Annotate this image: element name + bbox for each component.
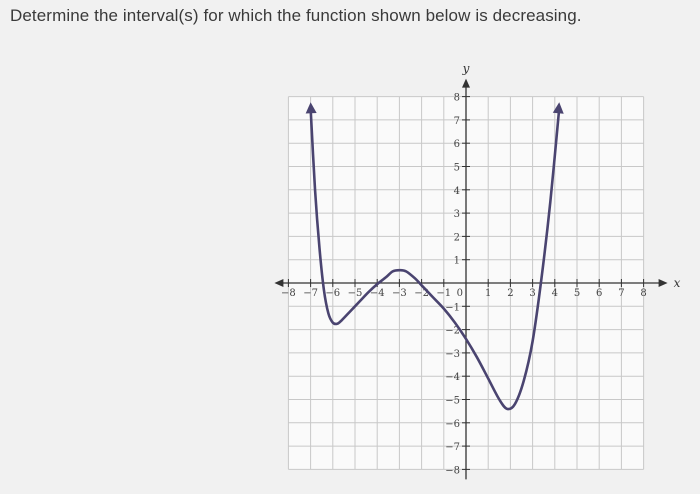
- x-tick-label: 6: [596, 288, 603, 299]
- origin-label: 0: [456, 288, 463, 299]
- y-tick-label: 8: [453, 92, 460, 104]
- y-tick-label: 6: [453, 139, 460, 151]
- y-tick-label: 4: [453, 185, 460, 197]
- y-tick-label: −7: [445, 442, 460, 454]
- x-tick-label: −5: [347, 288, 363, 299]
- x-tick-label: −6: [325, 288, 341, 299]
- x-tick-label: −7: [303, 288, 318, 299]
- x-tick-label: −1: [436, 288, 452, 299]
- y-tick-label: −2: [445, 325, 460, 337]
- x-tick-label: −4: [369, 288, 385, 299]
- y-tick-label: 7: [453, 115, 460, 127]
- y-tick-label: −8: [445, 465, 460, 477]
- y-tick-label: −6: [445, 418, 460, 430]
- x-tick-label: 2: [507, 288, 514, 299]
- x-tick-label: 1: [485, 288, 492, 299]
- x-tick-label: 5: [573, 288, 581, 299]
- y-axis-title: y: [462, 61, 470, 76]
- y-tick-label: 3: [453, 209, 460, 221]
- y-tick-label: 1: [453, 255, 460, 267]
- x-axis-arrow-right: [659, 279, 668, 287]
- x-axis-arrow-left: [274, 279, 283, 287]
- y-tick-label: 5: [453, 162, 460, 174]
- y-tick-label: −4: [445, 372, 460, 384]
- x-tick-label: −8: [281, 288, 296, 299]
- y-tick-label: −1: [445, 302, 460, 314]
- x-axis-title: x: [673, 276, 681, 290]
- x-tick-label: 4: [551, 288, 558, 299]
- x-tick-label: −3: [392, 288, 407, 299]
- x-tick-label: 3: [529, 288, 536, 299]
- y-tick-label: −3: [445, 348, 460, 360]
- question-text: Determine the interval(s) for which the function shown below is decreasing.: [10, 6, 582, 25]
- x-tick-label: 7: [618, 288, 625, 299]
- x-tick-label: −2: [414, 288, 429, 299]
- y-axis-arrow-up: [462, 79, 470, 88]
- x-tick-label: 8: [640, 288, 647, 299]
- y-tick-label: 2: [453, 232, 460, 244]
- y-tick-label: −5: [445, 395, 460, 407]
